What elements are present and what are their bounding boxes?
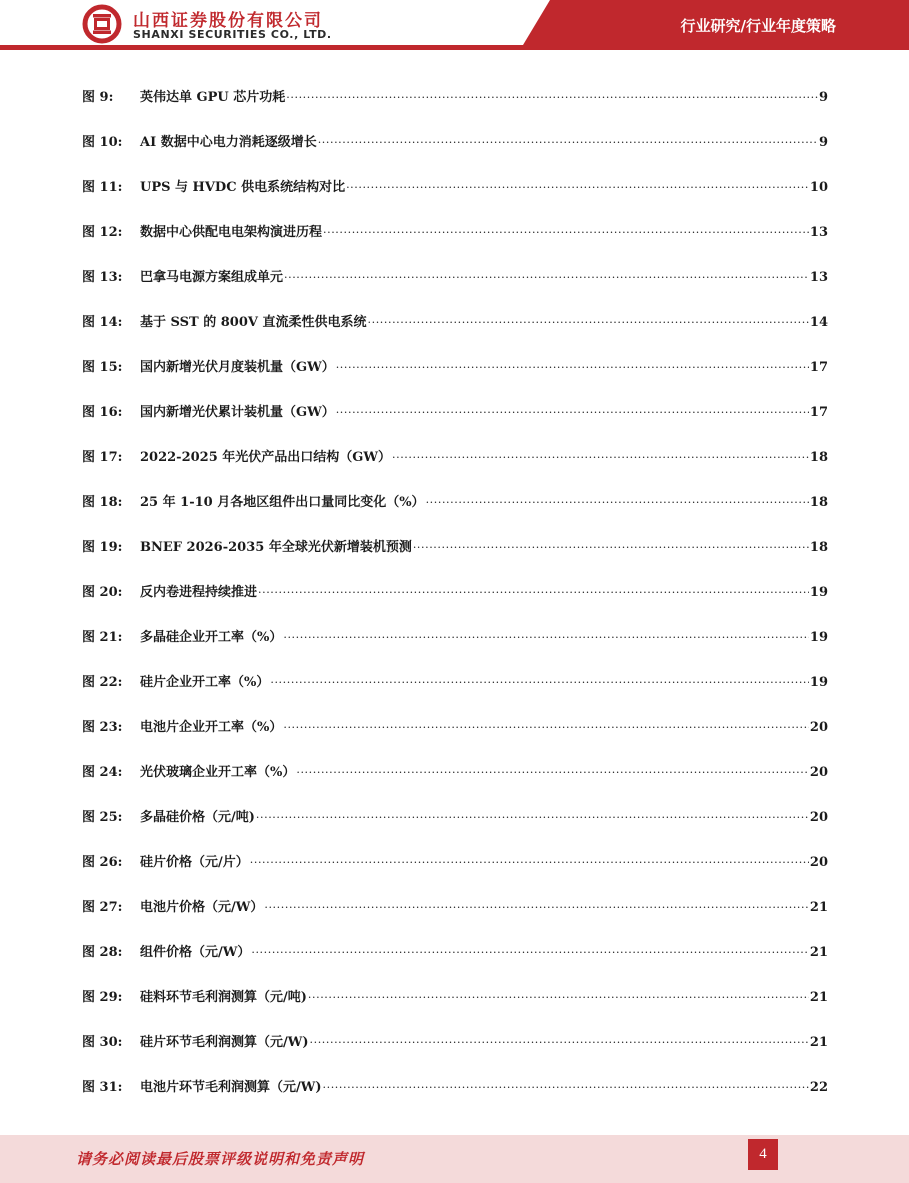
toc-dot-leader — [283, 626, 809, 641]
toc-figure-number: 图 15: — [82, 360, 123, 375]
toc-entry[interactable] — [82, 446, 828, 491]
toc-figure-title: 组件价格（元/W） — [140, 945, 251, 960]
toc-figure-number: 图 31: — [82, 1080, 123, 1095]
toc-dot-leader — [308, 986, 809, 1001]
toc-figure-number: 图 21: — [82, 630, 123, 645]
toc-page-number: 21 — [809, 900, 828, 915]
toc-figure-title: 国内新增光伏月度装机量（GW） — [140, 360, 335, 375]
toc-figure-number: 图 19: — [82, 540, 123, 555]
toc-figure-number: 图 16: — [82, 405, 123, 420]
toc-page-number: 14 — [809, 315, 828, 330]
toc-entry[interactable] — [82, 986, 828, 1031]
toc-figure-number: 图 29: — [82, 990, 123, 1005]
toc-page-number: 13 — [809, 270, 828, 285]
toc-page-number: 9 — [818, 90, 828, 105]
toc-entry[interactable] — [82, 761, 828, 806]
toc-entry[interactable] — [82, 671, 828, 716]
toc-figure-number: 图 9: — [82, 90, 114, 105]
toc-figure-title: 多晶硅企业开工率（%） — [140, 630, 283, 645]
toc-figure-number: 图 24: — [82, 765, 123, 780]
brand-name-cn: 山西证券股份有限公司 — [133, 11, 323, 31]
toc-entry[interactable] — [82, 491, 828, 536]
toc-entry[interactable] — [82, 1031, 828, 1076]
toc-entry[interactable] — [82, 176, 828, 221]
toc-figure-number: 图 22: — [82, 675, 123, 690]
brand-name-en: SHANXI SECURITIES CO., LTD. — [133, 28, 332, 41]
toc-figure-title: 国内新增光伏累计装机量（GW） — [140, 405, 335, 420]
page-number: 4 — [748, 1139, 778, 1170]
toc-figure-number: 图 28: — [82, 945, 123, 960]
toc-entry[interactable] — [82, 311, 828, 356]
toc-page-number: 20 — [809, 765, 828, 780]
toc-page-number: 17 — [809, 360, 828, 375]
toc-figure-title: 英伟达单 GPU 芯片功耗 — [140, 90, 286, 105]
toc-dot-leader — [258, 581, 809, 596]
toc-figure-number: 图 11: — [82, 180, 123, 195]
toc-figure-title: 基于 SST 的 800V 直流柔性供电系统 — [140, 315, 367, 330]
toc-figure-title: 数据中心供配电电架构演进历程 — [140, 225, 323, 240]
toc-dot-leader — [250, 851, 809, 866]
toc-figure-title: 电池片环节毛利润测算（元/W) — [140, 1080, 322, 1095]
toc-page-number: 18 — [809, 495, 828, 510]
toc-dot-leader — [283, 716, 809, 731]
toc-figure-title: 硅料环节毛利润测算（元/吨) — [140, 990, 307, 1005]
toc-entry[interactable] — [82, 581, 828, 626]
toc-dot-leader — [270, 671, 809, 686]
toc-entry[interactable] — [82, 716, 828, 761]
toc-figure-title: 2022-2025 年光伏产品出口结构（GW） — [140, 450, 391, 465]
toc-figure-title: 硅片价格（元/片） — [140, 855, 249, 870]
toc-entry[interactable] — [82, 266, 828, 311]
toc-entry[interactable] — [82, 896, 828, 941]
toc-dot-leader — [318, 131, 818, 146]
page-header — [0, 0, 909, 50]
toc-entry[interactable] — [82, 1076, 828, 1121]
toc-dot-leader — [323, 1076, 809, 1091]
toc-page-number: 13 — [809, 225, 828, 240]
toc-figure-number: 图 26: — [82, 855, 123, 870]
toc-dot-leader — [323, 221, 809, 236]
toc-entry[interactable] — [82, 941, 828, 986]
toc-dot-leader — [336, 356, 809, 371]
toc-figure-title: 硅片企业开工率（%） — [140, 675, 270, 690]
toc-entry[interactable] — [82, 536, 828, 581]
disclaimer-notice: 请务必阅读最后股票评级说明和免责声明 — [76, 1150, 365, 1168]
toc-dot-leader — [413, 536, 809, 551]
toc-page-number: 21 — [809, 990, 828, 1005]
toc-figure-number: 图 18: — [82, 495, 123, 510]
toc-dot-leader — [284, 266, 809, 281]
toc-page-number: 19 — [809, 675, 828, 690]
toc-dot-leader — [426, 491, 809, 506]
shanxi-securities-logo-icon — [82, 4, 122, 44]
toc-dot-leader — [310, 1031, 809, 1046]
report-category: 行业研究/行业年度策略 — [680, 17, 836, 35]
toc-figure-number: 图 30: — [82, 1035, 123, 1050]
toc-page-number: 18 — [809, 450, 828, 465]
toc-page-number: 21 — [809, 945, 828, 960]
toc-page-number: 10 — [809, 180, 828, 195]
toc-page-number: 19 — [809, 585, 828, 600]
toc-dot-leader — [286, 86, 818, 101]
toc-entry[interactable] — [82, 626, 828, 671]
toc-figure-title: BNEF 2026-2035 年全球光伏新增装机预测 — [140, 540, 412, 555]
figure-list — [82, 86, 828, 1121]
toc-entry[interactable] — [82, 356, 828, 401]
toc-dot-leader — [296, 761, 809, 776]
toc-figure-title: 电池片价格（元/W） — [140, 900, 264, 915]
toc-entry[interactable] — [82, 401, 828, 446]
toc-page-number: 21 — [809, 1035, 828, 1050]
toc-figure-title: 25 年 1-10 月各地区组件出口量同比变化（%） — [140, 495, 425, 510]
toc-figure-title: AI 数据中心电力消耗逐级增长 — [140, 135, 317, 150]
toc-figure-number: 图 10: — [82, 135, 123, 150]
toc-figure-number: 图 13: — [82, 270, 123, 285]
toc-page-number: 20 — [809, 810, 828, 825]
toc-dot-leader — [256, 806, 809, 821]
toc-dot-leader — [368, 311, 809, 326]
toc-figure-number: 图 17: — [82, 450, 123, 465]
toc-dot-leader — [336, 401, 809, 416]
toc-figure-title: 多晶硅价格（元/吨) — [140, 810, 255, 825]
toc-figure-title: 反内卷进程持续推进 — [140, 585, 258, 600]
toc-page-number: 17 — [809, 405, 828, 420]
toc-page-number: 22 — [809, 1080, 828, 1095]
toc-page-number: 18 — [809, 540, 828, 555]
toc-entry[interactable] — [82, 851, 828, 896]
toc-dot-leader — [346, 176, 809, 191]
toc-figure-number: 图 25: — [82, 810, 123, 825]
toc-figure-number: 图 27: — [82, 900, 123, 915]
toc-dot-leader — [251, 941, 809, 956]
toc-dot-leader — [264, 896, 809, 911]
toc-figure-title: 电池片企业开工率（%） — [140, 720, 283, 735]
toc-figure-number: 图 23: — [82, 720, 123, 735]
toc-page-number: 20 — [809, 720, 828, 735]
toc-dot-leader — [392, 446, 809, 461]
toc-page-number: 20 — [809, 855, 828, 870]
toc-entry[interactable] — [82, 221, 828, 266]
toc-page-number: 9 — [818, 135, 828, 150]
toc-entry[interactable] — [82, 806, 828, 851]
toc-figure-number: 图 14: — [82, 315, 123, 330]
toc-page-number: 19 — [809, 630, 828, 645]
toc-entry[interactable] — [82, 131, 828, 176]
toc-figure-title: UPS 与 HVDC 供电系统结构对比 — [140, 180, 346, 195]
toc-figure-number: 图 20: — [82, 585, 123, 600]
toc-figure-title: 硅片环节毛利润测算（元/W) — [140, 1035, 309, 1050]
toc-entry[interactable] — [82, 86, 828, 131]
toc-figure-number: 图 12: — [82, 225, 123, 240]
toc-figure-title: 光伏玻璃企业开工率（%） — [140, 765, 296, 780]
toc-figure-title: 巴拿马电源方案组成单元 — [140, 270, 284, 285]
